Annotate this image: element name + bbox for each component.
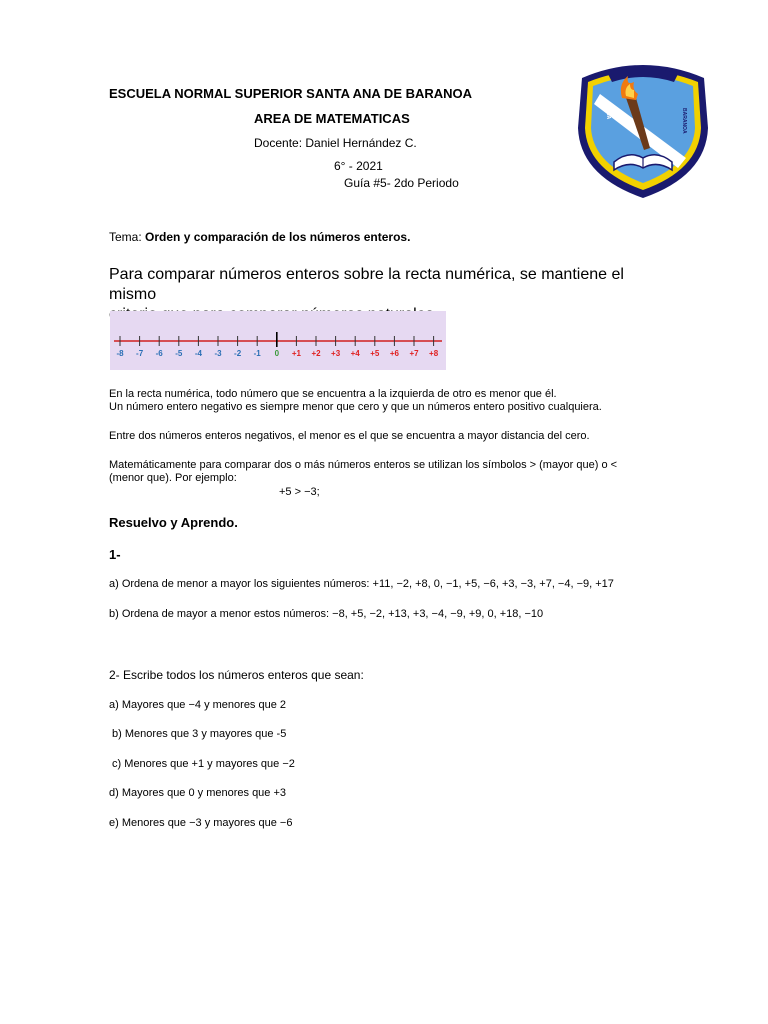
exercise-2d: d) Mayores que 0 y menores que +3 bbox=[109, 787, 287, 799]
tick-label: +8 bbox=[429, 349, 439, 358]
tick-label: -6 bbox=[155, 349, 163, 358]
comparison-example: +5 > −3; bbox=[279, 486, 320, 498]
tick-label: +6 bbox=[389, 349, 399, 358]
tick-label: -4 bbox=[194, 349, 202, 358]
grade-year: 6° - 2021 bbox=[334, 159, 383, 173]
guide-label: Guía #5- 2do Periodo bbox=[344, 176, 459, 190]
exercise-2-label: 2- Escribe todos los números enteros que sean: bbox=[109, 668, 364, 682]
tick-label: +5 bbox=[370, 349, 380, 358]
exercises-heading: Resuelvo y Aprendo. bbox=[109, 515, 238, 530]
topic-line bbox=[109, 230, 410, 244]
logo-side-text-left: ENSSA bbox=[605, 102, 611, 120]
tick-label: +2 bbox=[311, 349, 321, 358]
exercise-2c: c) Menores que +1 y mayores que −2 bbox=[109, 758, 295, 770]
exercise-2b: b) Menores que 3 y mayores que -5 bbox=[109, 728, 287, 740]
exercise-2a: a) Mayores que −4 y menores que 2 bbox=[109, 699, 287, 711]
number-line-figure bbox=[110, 311, 446, 370]
tick-label: +1 bbox=[291, 349, 301, 358]
rule-negatives-distance: Entre dos números enteros negativos, el menor es el que se encuentra a mayor distancia del cero. bbox=[109, 430, 590, 442]
symbols-explanation-1: Matemáticamente para comparar dos o más números enteros se utilizan los símbolos > (mayor que) o < bbox=[109, 459, 618, 471]
tick-label: +4 bbox=[350, 349, 360, 358]
tick-label: -1 bbox=[253, 349, 261, 358]
tick-label: -2 bbox=[234, 349, 242, 358]
teacher-name: Docente: Daniel Hernández C. bbox=[254, 136, 417, 150]
exercise-2e: e) Menores que −3 y mayores que −6 bbox=[109, 817, 293, 829]
topic-title: Orden y comparación de los números enteros. bbox=[145, 230, 411, 244]
logo-side-text-right: BARANOA bbox=[681, 108, 687, 134]
school-crest-logo bbox=[574, 58, 712, 200]
tick-label: -8 bbox=[116, 349, 124, 358]
topic-prefix: Tema: bbox=[109, 230, 146, 244]
tick-label: -7 bbox=[136, 349, 144, 358]
tick-label: +3 bbox=[331, 349, 341, 358]
rule-left-smaller: En la recta numérica, todo número que se encuentra a la izquierda de otro es menor que él. bbox=[109, 388, 557, 400]
tick-label: -3 bbox=[214, 349, 222, 358]
intro-line-1: Para comparar números enteros sobre la recta numérica, se mantiene el mismo bbox=[109, 266, 624, 303]
tick-label: 0 bbox=[274, 349, 280, 358]
number-line-svg bbox=[110, 311, 446, 370]
exercise-1b: b) Ordena de mayor a menor estos números: −8, +5, −2, +13, +3, −4, −9, +9, 0, +18, −10 bbox=[109, 608, 544, 620]
school-name: ESCUELA NORMAL SUPERIOR SANTA ANA DE BARANOA bbox=[109, 86, 473, 101]
exercise-1a: a) Ordena de menor a mayor los siguientes números: +11, −2, +8, 0, −1, +5, −6, +3, −3, +7, −4, −9, +17 bbox=[109, 578, 614, 590]
area-title: AREA DE MATEMATICAS bbox=[254, 111, 410, 126]
rule-negative-less: Un número entero negativo es siempre menor que cero y que un números entero positivo cualquiera. bbox=[109, 401, 602, 413]
exercise-1-label: 1- bbox=[109, 547, 121, 562]
tick-label: +7 bbox=[409, 349, 419, 358]
symbols-explanation-2: (menor que). Por ejemplo: bbox=[109, 472, 237, 484]
tick-label: -5 bbox=[175, 349, 183, 358]
